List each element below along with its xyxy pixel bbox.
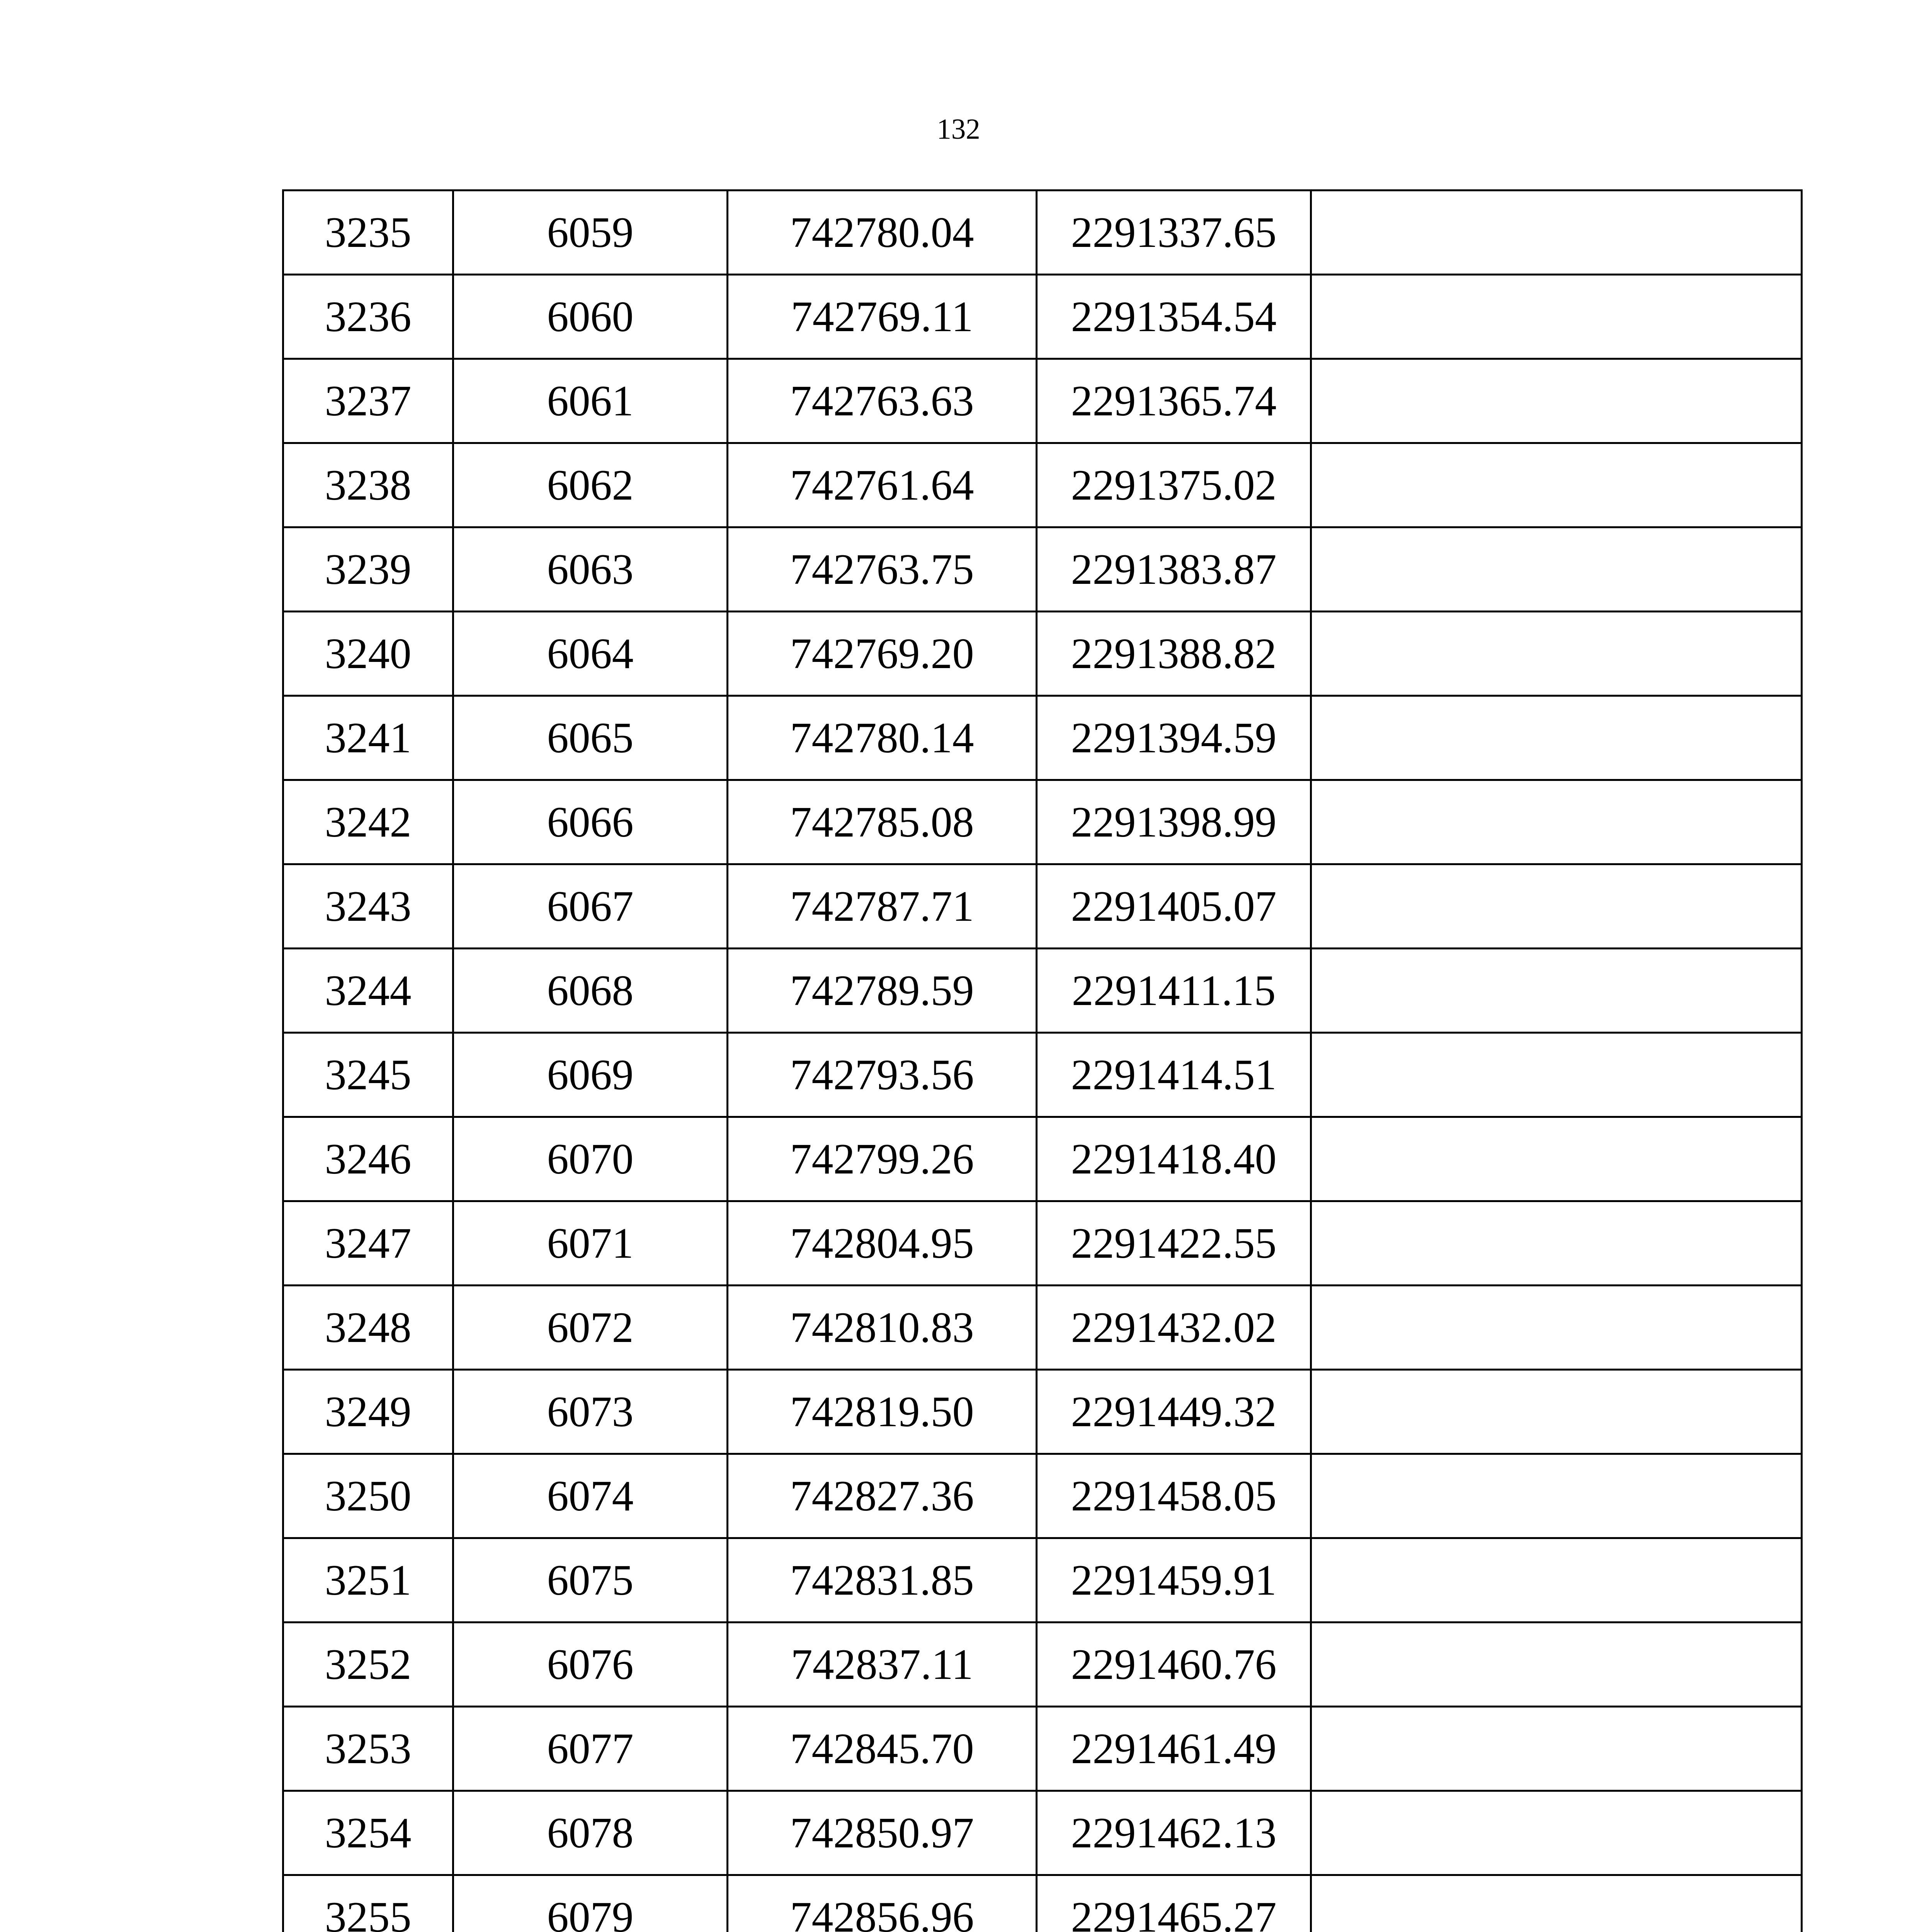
y-coordinate-cell: 2291460.76 [1037, 1622, 1311, 1707]
y-coordinate-cell: 2291449.32 [1037, 1370, 1311, 1454]
table-row [283, 1875, 1802, 1932]
x-coordinate-cell: 742819.50 [728, 1370, 1037, 1454]
row-index-cell: 3239 [283, 527, 453, 612]
row-index-cell: 3255 [283, 1875, 453, 1932]
point-id-cell: 6077 [453, 1707, 728, 1791]
note-cell [1311, 1875, 1802, 1932]
x-coordinate-cell: 742789.59 [728, 949, 1037, 1033]
point-id-cell: 6075 [453, 1538, 728, 1622]
x-coordinate-cell: 742769.11 [728, 275, 1037, 359]
note-cell [1311, 443, 1802, 527]
table-row [283, 1791, 1802, 1875]
table-row [283, 1033, 1802, 1117]
table-row [283, 1454, 1802, 1538]
point-id-cell: 6061 [453, 359, 728, 443]
table-row [283, 612, 1802, 696]
x-coordinate-cell: 742827.36 [728, 1454, 1037, 1538]
point-id-cell: 6078 [453, 1791, 728, 1875]
point-id-cell: 6059 [453, 190, 728, 275]
point-id-cell: 6076 [453, 1622, 728, 1707]
table-row [283, 864, 1802, 949]
note-cell [1311, 864, 1802, 949]
y-coordinate-cell: 2291398.99 [1037, 780, 1311, 864]
x-coordinate-cell: 742793.56 [728, 1033, 1037, 1117]
y-coordinate-cell: 2291414.51 [1037, 1033, 1311, 1117]
y-coordinate-cell: 2291337.65 [1037, 190, 1311, 275]
table-row [283, 1117, 1802, 1201]
row-index-cell: 3245 [283, 1033, 453, 1117]
row-index-cell: 3242 [283, 780, 453, 864]
y-coordinate-cell: 2291375.02 [1037, 443, 1311, 527]
note-cell [1311, 1117, 1802, 1201]
note-cell [1311, 1286, 1802, 1370]
note-cell [1311, 1370, 1802, 1454]
row-index-cell: 3253 [283, 1707, 453, 1791]
point-id-cell: 6074 [453, 1454, 728, 1538]
table-row [283, 1286, 1802, 1370]
note-cell [1311, 527, 1802, 612]
x-coordinate-cell: 742804.95 [728, 1201, 1037, 1286]
table-row [283, 275, 1802, 359]
page-number: 132 [937, 113, 980, 145]
row-index-cell: 3235 [283, 190, 453, 275]
note-cell [1311, 1538, 1802, 1622]
y-coordinate-cell: 2291422.55 [1037, 1201, 1311, 1286]
point-id-cell: 6068 [453, 949, 728, 1033]
y-coordinate-cell: 2291383.87 [1037, 527, 1311, 612]
table-row [283, 696, 1802, 780]
table-row [283, 1707, 1802, 1791]
table-row [283, 780, 1802, 864]
note-cell [1311, 190, 1802, 275]
row-index-cell: 3236 [283, 275, 453, 359]
row-index-cell: 3241 [283, 696, 453, 780]
table-row [283, 443, 1802, 527]
x-coordinate-cell: 742845.70 [728, 1707, 1037, 1791]
x-coordinate-cell: 742810.83 [728, 1286, 1037, 1370]
x-coordinate-cell: 742763.63 [728, 359, 1037, 443]
note-cell [1311, 612, 1802, 696]
note-cell [1311, 780, 1802, 864]
y-coordinate-cell: 2291432.02 [1037, 1286, 1311, 1370]
y-coordinate-cell: 2291465.27 [1037, 1875, 1311, 1932]
point-id-cell: 6070 [453, 1117, 728, 1201]
point-id-cell: 6064 [453, 612, 728, 696]
point-id-cell: 6063 [453, 527, 728, 612]
note-cell [1311, 359, 1802, 443]
point-id-cell: 6065 [453, 696, 728, 780]
table-row [283, 527, 1802, 612]
x-coordinate-cell: 742785.08 [728, 780, 1037, 864]
x-coordinate-cell: 742850.97 [728, 1791, 1037, 1875]
x-coordinate-cell: 742763.75 [728, 527, 1037, 612]
x-coordinate-cell: 742837.11 [728, 1622, 1037, 1707]
note-cell [1311, 275, 1802, 359]
note-cell [1311, 1454, 1802, 1538]
row-index-cell: 3247 [283, 1201, 453, 1286]
x-coordinate-cell: 742769.20 [728, 612, 1037, 696]
note-cell [1311, 1791, 1802, 1875]
row-index-cell: 3248 [283, 1286, 453, 1370]
point-id-cell: 6069 [453, 1033, 728, 1117]
point-id-cell: 6072 [453, 1286, 728, 1370]
x-coordinate-cell: 742787.71 [728, 864, 1037, 949]
row-index-cell: 3243 [283, 864, 453, 949]
point-id-cell: 6073 [453, 1370, 728, 1454]
row-index-cell: 3249 [283, 1370, 453, 1454]
x-coordinate-cell: 742780.14 [728, 696, 1037, 780]
point-id-cell: 6060 [453, 275, 728, 359]
y-coordinate-cell: 2291388.82 [1037, 612, 1311, 696]
coordinate-table-body [283, 190, 1802, 1932]
coordinate-table [282, 189, 1803, 1932]
table-row [283, 1370, 1802, 1454]
note-cell [1311, 1707, 1802, 1791]
row-index-cell: 3246 [283, 1117, 453, 1201]
y-coordinate-cell: 2291458.05 [1037, 1454, 1311, 1538]
y-coordinate-cell: 2291462.13 [1037, 1791, 1311, 1875]
row-index-cell: 3244 [283, 949, 453, 1033]
table-row [283, 1201, 1802, 1286]
note-cell [1311, 1033, 1802, 1117]
note-cell [1311, 696, 1802, 780]
y-coordinate-cell: 2291411.15 [1037, 949, 1311, 1033]
point-id-cell: 6071 [453, 1201, 728, 1286]
y-coordinate-cell: 2291459.91 [1037, 1538, 1311, 1622]
note-cell [1311, 1622, 1802, 1707]
table-row [283, 1622, 1802, 1707]
y-coordinate-cell: 2291354.54 [1037, 275, 1311, 359]
y-coordinate-cell: 2291405.07 [1037, 864, 1311, 949]
y-coordinate-cell: 2291394.59 [1037, 696, 1311, 780]
x-coordinate-cell: 742799.26 [728, 1117, 1037, 1201]
x-coordinate-cell: 742831.85 [728, 1538, 1037, 1622]
x-coordinate-cell: 742780.04 [728, 190, 1037, 275]
row-index-cell: 3254 [283, 1791, 453, 1875]
note-cell [1311, 1201, 1802, 1286]
table-row [283, 949, 1802, 1033]
point-id-cell: 6079 [453, 1875, 728, 1932]
table-row [283, 190, 1802, 275]
row-index-cell: 3252 [283, 1622, 453, 1707]
row-index-cell: 3237 [283, 359, 453, 443]
row-index-cell: 3251 [283, 1538, 453, 1622]
point-id-cell: 6062 [453, 443, 728, 527]
note-cell [1311, 949, 1802, 1033]
row-index-cell: 3240 [283, 612, 453, 696]
table-row [283, 359, 1802, 443]
point-id-cell: 6067 [453, 864, 728, 949]
x-coordinate-cell: 742761.64 [728, 443, 1037, 527]
row-index-cell: 3238 [283, 443, 453, 527]
y-coordinate-cell: 2291461.49 [1037, 1707, 1311, 1791]
y-coordinate-cell: 2291418.40 [1037, 1117, 1311, 1201]
table-row [283, 1538, 1802, 1622]
point-id-cell: 6066 [453, 780, 728, 864]
y-coordinate-cell: 2291365.74 [1037, 359, 1311, 443]
x-coordinate-cell: 742856.96 [728, 1875, 1037, 1932]
row-index-cell: 3250 [283, 1454, 453, 1538]
